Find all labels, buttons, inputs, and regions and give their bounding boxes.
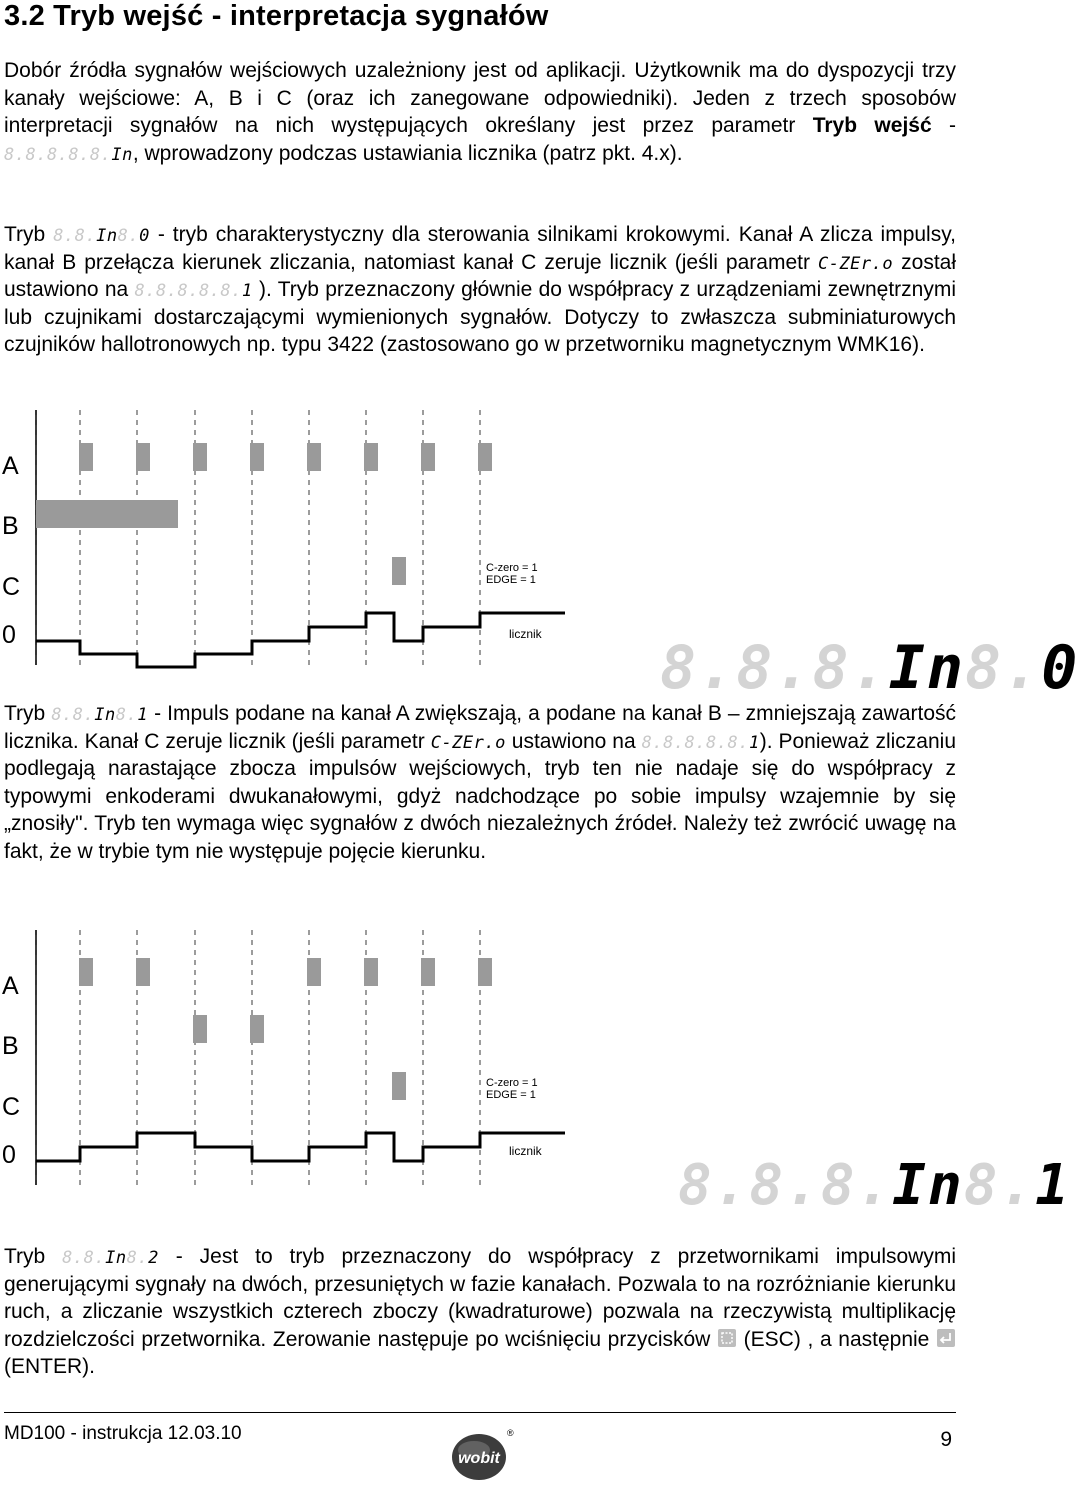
a-pulse <box>307 443 321 471</box>
seg-dim: 8. <box>117 226 140 246</box>
seg-dim: 8.8. <box>51 705 95 725</box>
mode1-lead: Tryb <box>4 702 52 725</box>
channel-b-label: B <box>2 1032 19 1060</box>
channel-a-pulses <box>79 958 492 986</box>
czero-note: C-zero = 1 <box>486 562 538 574</box>
mode0-seg-code <box>53 228 150 245</box>
a-pulse <box>136 443 150 471</box>
page-number: 9 <box>940 1428 952 1451</box>
b-pulse <box>250 1015 264 1043</box>
footer-doc-title: MD100 - instrukcja 12.03.10 <box>4 1423 242 1444</box>
mode2-paragraph <box>4 1243 956 1381</box>
a-pulse <box>307 958 321 986</box>
mode1-seg-code <box>51 707 148 724</box>
counter-trace <box>36 1133 565 1161</box>
mode2-esc-text: (ESC) , a następnie <box>737 1327 936 1351</box>
channel-b-level <box>36 500 178 528</box>
intro-bold-param: Tryb wejść <box>812 114 932 137</box>
seg-on: In <box>111 144 133 165</box>
channel-c-label: C <box>2 1093 21 1121</box>
channel-a-label: A <box>2 452 19 480</box>
seg-dim: 8.8. <box>62 1248 106 1268</box>
counter-trace <box>36 613 565 667</box>
a-pulse <box>79 443 93 471</box>
mode1-text-1: - Impuls podane na kanał A zwiększają, a podane na kanał B – zmniejszają zawartość licznika. Kanał C zeruje licznik (jeśli parametr <box>4 702 957 753</box>
seg-on: 2 <box>148 1248 159 1268</box>
mode0-text-2: został ustawiono na <box>4 250 956 301</box>
edge-note: EDGE = 1 <box>486 1089 536 1101</box>
channel-a-pulses <box>79 443 492 471</box>
counter-zero-label: 0 <box>2 1141 16 1169</box>
edge-note: EDGE = 1 <box>486 574 536 586</box>
b-pulse <box>193 1015 207 1043</box>
enter-key-icon <box>936 1328 956 1348</box>
seg-on: 1 <box>241 281 253 301</box>
intro-text-1: Dobór źródła sygnałów wejściowych uzależniony jest od aplikacji. Użytkownik ma do dyspozycji trzy kanały wejściowe: A, B i C (oraz ich zanegowane odpowiedniki). Jeden z trzech sposobów interpretacji sygnałów na nich występujących określany jest przez parametr <box>4 59 956 137</box>
mode0-lead: Tryb <box>4 223 54 246</box>
mode1-paragraph <box>4 700 956 865</box>
mode1-text-3: ). Ponieważ zliczaniu podlegają narastające zbocza impulsów wejściowych, tryb ten nie nadaje się do współpracy z typowymi enkoderami dwukanałowymi, gdyż nadchodzące po sobie impulsy wzajemnie by się „znosiły". Tryb ten wymaga więc sygnałów z dwóch niezależnych źródeł. Należy też zwrócić uwagę na fakt, że w trybie tym nie występuje pojęcie kierunku. <box>4 729 956 863</box>
mode2-lead: Tryb <box>4 1245 63 1268</box>
intro-seg-code <box>4 144 133 165</box>
a-pulse <box>364 443 378 471</box>
a-pulse <box>421 443 435 471</box>
a-pulse <box>478 443 492 471</box>
a-pulse <box>421 958 435 986</box>
mode0-param-code: C-ZEr.o <box>817 253 894 274</box>
a-pulse <box>79 958 93 986</box>
channel-b-label: B <box>2 512 19 540</box>
mode2-text-1: - Jest to tryb przeznaczony do współpracy z przetwornikami impulsowymi generującymi sygnały na dwóch, przesuniętych w fazie kanałach. Pozwala to na rozróżnianie kierunku ruch, a zliczanie wszystkich czterech zboczy (kwadraturowe) pozwala na rzeczywistą multiplikację rozdzielczości przetwornika. Zerowanie następuje po wciśnięciu przycisków <box>4 1245 956 1351</box>
czero-note: C-zero = 1 <box>486 1077 538 1089</box>
mode0-value-code <box>135 283 253 300</box>
section-title: 3.2 Tryb wejść - interpretacja sygnałów <box>4 0 549 32</box>
display-mode0: 8.8.8.In8.0 <box>660 633 1079 703</box>
a-pulse <box>364 958 378 986</box>
seg-dim: 8. <box>115 705 138 725</box>
mode0-text-3: ). Tryb przeznaczony głównie do współpracy z urządzeniami zewnętrznymi lub czujnikami dostarczającymi wymienionych sygnałów. Dotyczy to zwłaszcza subminiaturowych czujników hallotronowych np. typu 3422 (zastosowano go w przetworniku magnetycznym WMK16). <box>4 278 956 356</box>
channel-a-label: A <box>2 972 19 1000</box>
a-pulse <box>250 443 264 471</box>
a-pulse <box>193 443 207 471</box>
mode1-text-2: ustawiono na <box>505 729 642 753</box>
registered-mark: ® <box>507 1428 514 1438</box>
intro-text-2: - <box>931 114 956 137</box>
counter-zero-label: 0 <box>2 621 16 649</box>
mode0-paragraph <box>4 221 956 359</box>
counter-label: licznik <box>509 627 542 641</box>
seg-dim: 8.8.8.8.8. <box>641 732 749 753</box>
a-pulse <box>478 958 492 986</box>
a-pulse <box>136 958 150 986</box>
channel-c-pulse <box>392 557 406 585</box>
seg-dim: 8.8.8.8.8. <box>134 281 242 301</box>
channel-c-label: C <box>2 573 21 601</box>
mode2-seg-code <box>62 1250 159 1267</box>
counter-label: licznik <box>509 1144 542 1158</box>
channel-c-pulse <box>392 1072 406 1100</box>
seg-on: 1 <box>137 705 148 725</box>
seg-on: In <box>96 226 118 246</box>
seg-dim: 8.8. <box>53 226 97 246</box>
seg-on: 1 <box>748 732 760 753</box>
intro-paragraph <box>4 57 956 167</box>
seg-dim: 8. <box>126 1248 149 1268</box>
mode1-value-code <box>641 732 760 753</box>
seg-dim: 8.8.8.8.8. <box>4 144 112 165</box>
seg-on: In <box>94 705 116 725</box>
seg-on: 0 <box>139 226 150 246</box>
wobit-logo <box>448 1428 514 1482</box>
logo-text: wobit <box>458 1450 500 1467</box>
display-mode1: 8.8.8.In8.1 <box>678 1153 1071 1218</box>
esc-key-icon <box>717 1328 737 1348</box>
mode1-param-code: C-ZEr.o <box>430 732 506 753</box>
intro-text-3: , wprowadzony podczas ustawiania licznika (patrz pkt. 4.x). <box>132 141 683 165</box>
channel-b-pulses <box>193 1015 264 1043</box>
mode2-enter-text: (ENTER). <box>4 1355 95 1378</box>
footer-divider <box>4 1412 956 1413</box>
seg-on: In <box>105 1248 127 1268</box>
mode0-text-1: - tryb charakterystyczny dla sterowania silnikami krokowymi. Kanał A zlicza impulsy, kanał B przełącza kierunek zliczania, natomiast kanał C zeruje licznik (jeśli parametr <box>4 223 956 274</box>
